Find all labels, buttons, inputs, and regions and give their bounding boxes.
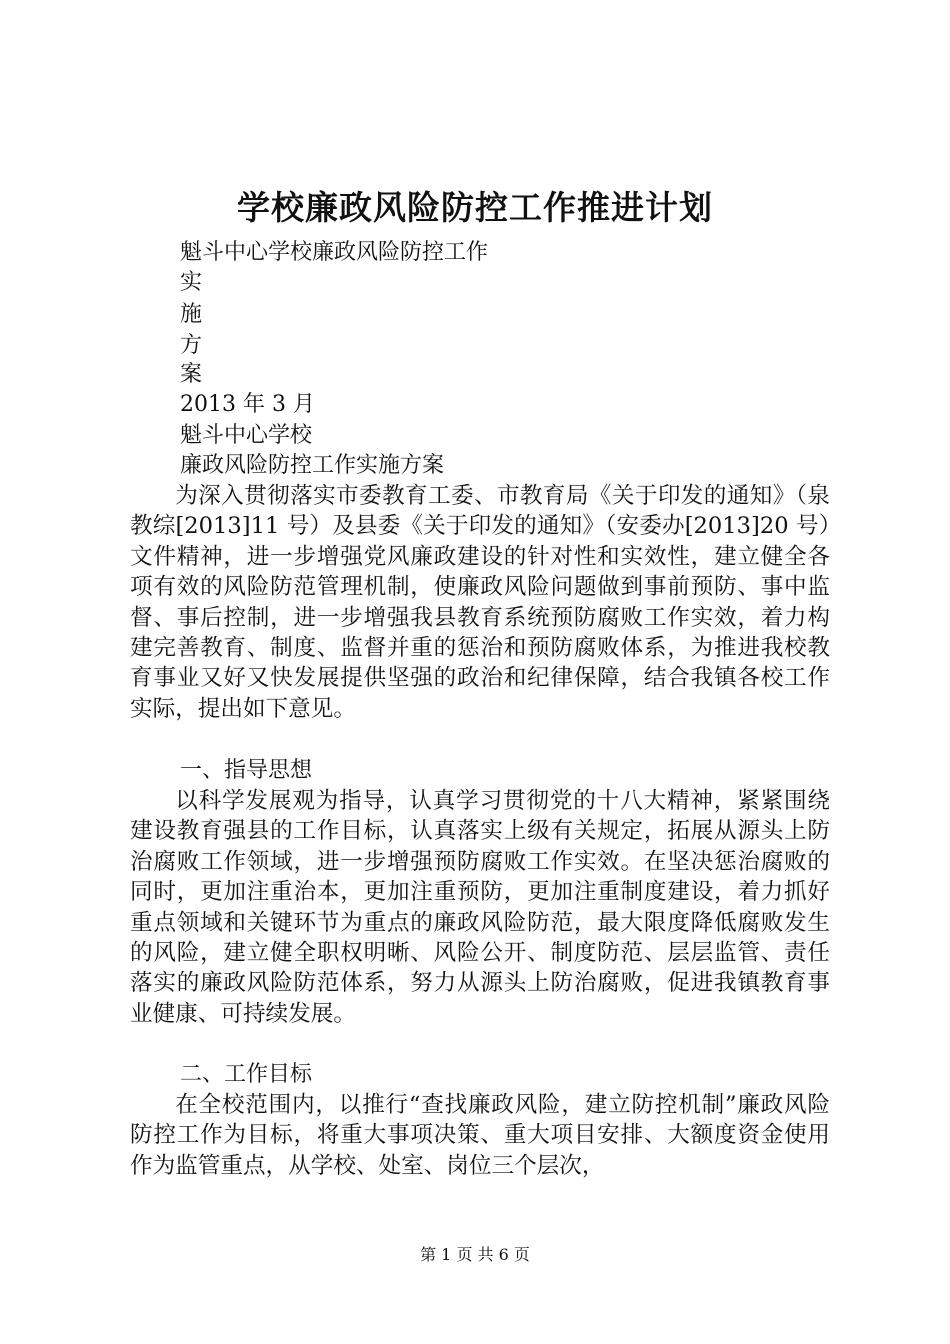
guiding-ideology-paragraph: 以科学发展观为指导，认真学习贯彻党的十八大精神，紧紧围绕建设教育强县的工作目标，认真落实上级有关规定，拓展从源头上防治腐败工作领域，进一步增强预防腐败工作实效。在坚决惩治腐败的同时，更加注重治本，更加注重预防，更加注重制度建设，着力抓好重点领域和关键环节为重点的廉政风险防范，最大限度降低腐败发生的风险，建立健全职权明晰、风险公开、制度防范、层层监管、责任落实的廉政风险防范体系，努力从源头上防治腐败，促进我镇教育事业健康、可持续发展。 [130, 788, 830, 1027]
cover-line-school-title: 魁斗中心学校廉政风险防控工作 [180, 240, 489, 265]
page-footer: 第 1 页 共 6 页 [420, 1245, 530, 1264]
cover-line-char-3: 方 [180, 333, 203, 358]
intro-paragraph: 为深入贯彻落实市委教育工委、市教育局《关于印发的通知》（泉教综[2013]11 号）及县委《关于印发的通知》（安委办[2013]20 号）文件精神，进一步增强党风廉政建设的针对性和实效性，建立健全各项有效的风险防范管理机制，使廉政风险问题做到事前预防、事中监督、事后控制，进一步增强我县教育系统预防腐败工作实效，着力构建完善教育、制度、监督并重的惩治和预防腐败体系，为推进我校教育事业又好又快发展提供坚强的政治和纪律保障，结合我镇各校工作实际，提出如下意见。 [130, 483, 830, 722]
cover-line-school: 魁斗中心学校 [180, 423, 313, 448]
section-heading-work-goals: 二、工作目标 [180, 1062, 313, 1087]
cover-line-date: 2013 年 3 月 [180, 392, 315, 417]
work-goals-paragraph: 在全校范围内，以推行“查找廉政风险，建立防控机制”廉政风险防控工作为目标，将重大事项决策、重大项目安排、大额度资金使用作为监管重点，从学校、处室、岗位三个层次， [130, 1092, 830, 1179]
document-title: 学校廉政风险防控工作推进计划 [237, 188, 713, 227]
cover-line-char-4: 案 [180, 362, 203, 387]
cover-line-char-1: 实 [180, 270, 203, 295]
section-heading-guiding-ideology: 一、指导思想 [180, 758, 313, 783]
cover-line-plan-title: 廉政风险防控工作实施方案 [180, 453, 445, 478]
cover-line-char-2: 施 [180, 302, 203, 327]
